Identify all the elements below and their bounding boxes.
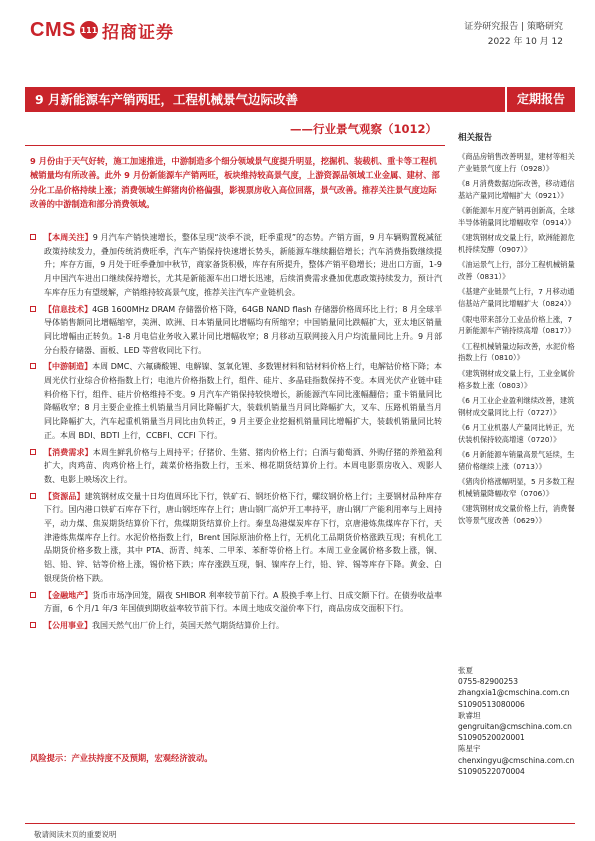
related-report-link[interactable]: 《建筑钢材成交量上行，工业金属价格多数上涨（0803）》: [458, 368, 575, 390]
footer-note: 敬请阅读末页的重要说明: [34, 830, 117, 839]
footer-divider: [25, 823, 575, 824]
bullet-marker: [30, 234, 36, 240]
related-report-link[interactable]: 《新能源车月度产销再创新高，全球半导体销量同比增幅收窄（0914）》: [458, 206, 576, 227]
bullet-item: [30, 589, 442, 616]
bullet-text: 9 月汽车产销快速增长，整体呈现“淡季不淡，旺季重现”的态势。产销方面，9 月车辆购置税减征政策持续发力，叠加传统消费旺季，汽车产销保持快速增长势头，新能源车继续翻倍增长；汽车消费指数继续提升；库存方面，9 月处于旺季叠加中秋节，商家备货积极，库存有所提升，整体产销平稳增长；进出口方面，1-9 月中国汽车进出口继续保持增长，尤其是新能源车出口增长迅速，后续消费需求叠加优惠政策持续发力，预计汽车库存压力有望缓解，产销维持较高景气度，推荐关注汽车产业链机会。: [44, 233, 442, 297]
bullet-item: [30, 303, 442, 358]
related-reports: [458, 131, 578, 530]
analyst-email[interactable]: gengruitan@cmschina.com.cn: [458, 722, 572, 732]
bullet-marker: [30, 622, 36, 628]
related-report-link[interactable]: 《油运景气上行，部分工程机械销量改善（0831）》: [458, 260, 575, 282]
bullet-marker: [30, 493, 36, 499]
related-report-link[interactable]: 《限电带来部分工业品价格上涨，7 月新能源车产销持续高增（0817）》: [458, 314, 576, 336]
analyst-license: S1090513080006: [458, 699, 525, 709]
report-date: 2022 年 10 月 12: [487, 37, 563, 47]
bullet-tag: 【公用事业】: [44, 620, 92, 630]
bullet-text: 建筑钢材成交量十日均值周环比下行，铁矿石、钢坯价格下行，螺纹钢价格上行；主要钢材品种库存下行。国内港口铁矿石库存下行，唐山钢坯库存上行；唐山钢厂高炉开工率持平，唐山钢厂产能利用率与上周持平，动力煤、焦炭期货结算价下行，焦煤期货结算价上行。秦皇岛港煤炭库存下行，京唐港炼焦煤库存下行，天津港炼焦煤库存上行。水泥价格指数上行，Brent 国际原油价格上行，无机化工品期货价格涨跌互现；有机化工品期货价格多数上涨，其中 PTA、沥青、纯苯、二甲苯、苯酐等价格上行。本周工业金属价格多数上涨，铜、铝、铅、锌、钴等价格上涨，锡价格下跌；库存涨跌互现，铜、镍库存上行，铅、锌、锡等库存下降。黄金、白银现货价格下跌。: [44, 491, 442, 583]
analyst-email[interactable]: zhangxia1@cmschina.com.cn: [458, 688, 570, 698]
analyst-license: S1090520020001: [458, 733, 525, 743]
bullet-tag: 【消费需求】: [44, 447, 93, 457]
subtitle-divider: [25, 145, 445, 146]
bullet-marker: [30, 449, 36, 455]
report-subtitle: ——行业景气观察（1012）: [289, 122, 437, 136]
report-kind: 证券研究报告 | 策略研究: [464, 22, 563, 32]
bullet-text: 我国天然气出厂价上行，英国天然气期货结算价上行。: [92, 620, 284, 630]
bullet-marker: [30, 306, 36, 312]
bullet-item: [30, 490, 442, 586]
report-title: 9 月新能源车产销两旺，工程机械景气边际改善: [25, 87, 505, 112]
bullet-text: 货币市场净回笼，隔夜 SHIBOR 利率较节前下行。A 股换手率上行、日成交额下行。在债券收益率方面，6 个月/1 年/3 年国债到期收益率较节前下行。本周土地成交溢价率下行，商品房成交面积下行。: [44, 590, 442, 614]
abstract: 9 月份由于天气好转，施工加速推进，中游制造多个细分领域景气度提升明显，挖掘机、装载机、重卡等工程机械销量均有所改善。此外 9 月份新能源车产销两旺，板块维持较高景气度，上游资源品领域工业金属、建材、部分化工品价格持续上涨；消费领域生鲜猪肉价格偏强，影视票房收入高位回落，景气改善。推荐关注景气度边际改善的中游制造和部分消费领域。: [30, 156, 440, 209]
related-reports-header: 相关报告: [458, 133, 493, 143]
bullet-marker: [30, 592, 36, 598]
analyst-name: 耿睿坦: [458, 710, 481, 720]
logo-cn: 招商证券: [101, 22, 174, 43]
analyst-name: 张夏: [458, 666, 473, 675]
bullet-tag: 【资源品】: [44, 491, 85, 501]
bullet-text: 本周生鲜乳价格与上周持平；仔猪价、生猪、猪肉价格上行；白酒与葡萄酒、外购仔猪的养殖盈利扩大，肉鸡苗、肉鸡价格上行，蔬菜价格指数上行，玉米、棉花期货结算价上行。本周电影票房收入、观影人数、电影上映场次上行。: [44, 447, 442, 484]
related-report-link[interactable]: 《基建产业链景气上行，7 月移动通信基站产量同比增幅扩大（0824）》: [458, 287, 576, 309]
bullet-tag: 【本周关注】: [44, 233, 93, 242]
logo-emblem: 111: [80, 21, 98, 39]
header-meta: [464, 20, 563, 50]
analyst-name: 陈星宇: [458, 744, 481, 754]
bullet-tag: 【信息技术】: [44, 304, 93, 314]
analyst-license: S1090522070004: [458, 766, 525, 776]
bullet-tag: 【金融地产】: [44, 590, 93, 600]
bullet-item: [30, 619, 442, 633]
bullet-item: [30, 231, 442, 300]
bullet-item: [30, 360, 442, 442]
risk-warning: 风险提示：产业扶持度不及预期，宏观经济波动。: [30, 753, 213, 763]
report-type-badge: 定期报告: [505, 87, 575, 112]
bullet-tag: 【中游制造】: [44, 362, 93, 372]
related-report-link[interactable]: 《商品房销售改善明显，建材等相关产业链景气度上行（0928）》: [458, 152, 575, 173]
related-report-link[interactable]: 《建筑钢材成交量价格上行，消费餐饮等景气度改善（0629）》: [458, 504, 575, 526]
related-report-link[interactable]: 《猪肉价格涨幅明显，5 月多数工程机械销量降幅收窄（0706）》: [458, 477, 575, 498]
bullet-list: [30, 231, 442, 636]
analyst-email[interactable]: chenxingyu@cmschina.com.cn: [458, 755, 575, 765]
related-report-link[interactable]: 《6 月工业机器人产量同比转正，光伏装机保持较高增速（0720）》: [458, 422, 575, 444]
logo-en: CMS: [30, 18, 76, 41]
bullet-text: 本周 DMC、六氟磷酸锂、电解镍、氢氧化锂、多数锂材料和钴材料价格上行，电解钴价格下降；本周光伏行业综合价格指数上行；电池片价格指数上行，组件、硅片、多晶硅指数保持不变。本周光伏产业链中硅料价格下行，组件、硅片价格维持不变。9 月汽车产销保持较快增长，新能源汽车同比涨幅翻倍；重卡销量同比降幅收窄；8 月主要企业推土机销量当月同比降幅扩大，装载机销量当月同比降幅扩大，叉车、压路机销量当月同比降幅扩大，汽车起重机销量当月同比由负转正，9 月主要企业挖掘机销量同比增幅扩大，装载机销量同比转正。本周 BDI、BDTI 上行，CCBFI、CCFI 下行。: [44, 362, 443, 440]
related-report-link[interactable]: 《6 月工业企业盈利继续改善，建筑钢材成交量同比上行（0727）》: [458, 395, 575, 417]
bullet-text: 4GB 1600MHz DRAM 存储器价格下降，64GB NAND flash 存储器价格周环比上行；8 月全球半导体销售额同比增幅缩窄，美洲、欧洲、日本销量同比增幅均有所缩窄；中国销量同比跌幅扩大，亚太地区销量同比增幅由正转负。1-8 月电信业务收入累计同比增幅收窄；8 月移动互联网接入月户均流量同比上升。9 月部分台股存储器、面板、LED 等营收同比下行。: [44, 304, 442, 355]
bullet-item: [30, 446, 442, 487]
bullet-marker: [30, 363, 36, 369]
related-report-link[interactable]: 《建筑钢材成交量上行，欧洲能源危机持续发酵（0907）》: [458, 233, 575, 255]
related-report-link[interactable]: 《8 月消费数据边际改善，移动通信基站产量同比增幅扩大（0921）》: [458, 179, 575, 200]
related-report-link[interactable]: 《工程机械销量边际改善，水泥价格指数上行（0810）》: [458, 341, 575, 363]
analyst-phone: 0755-82900253: [458, 677, 518, 687]
analyst-contacts: [458, 665, 578, 777]
cms-logo: [30, 18, 174, 42]
related-report-link[interactable]: 《6 月新能源车销量高景气延续，生猪价格继续上涨（0713）》: [458, 450, 575, 471]
